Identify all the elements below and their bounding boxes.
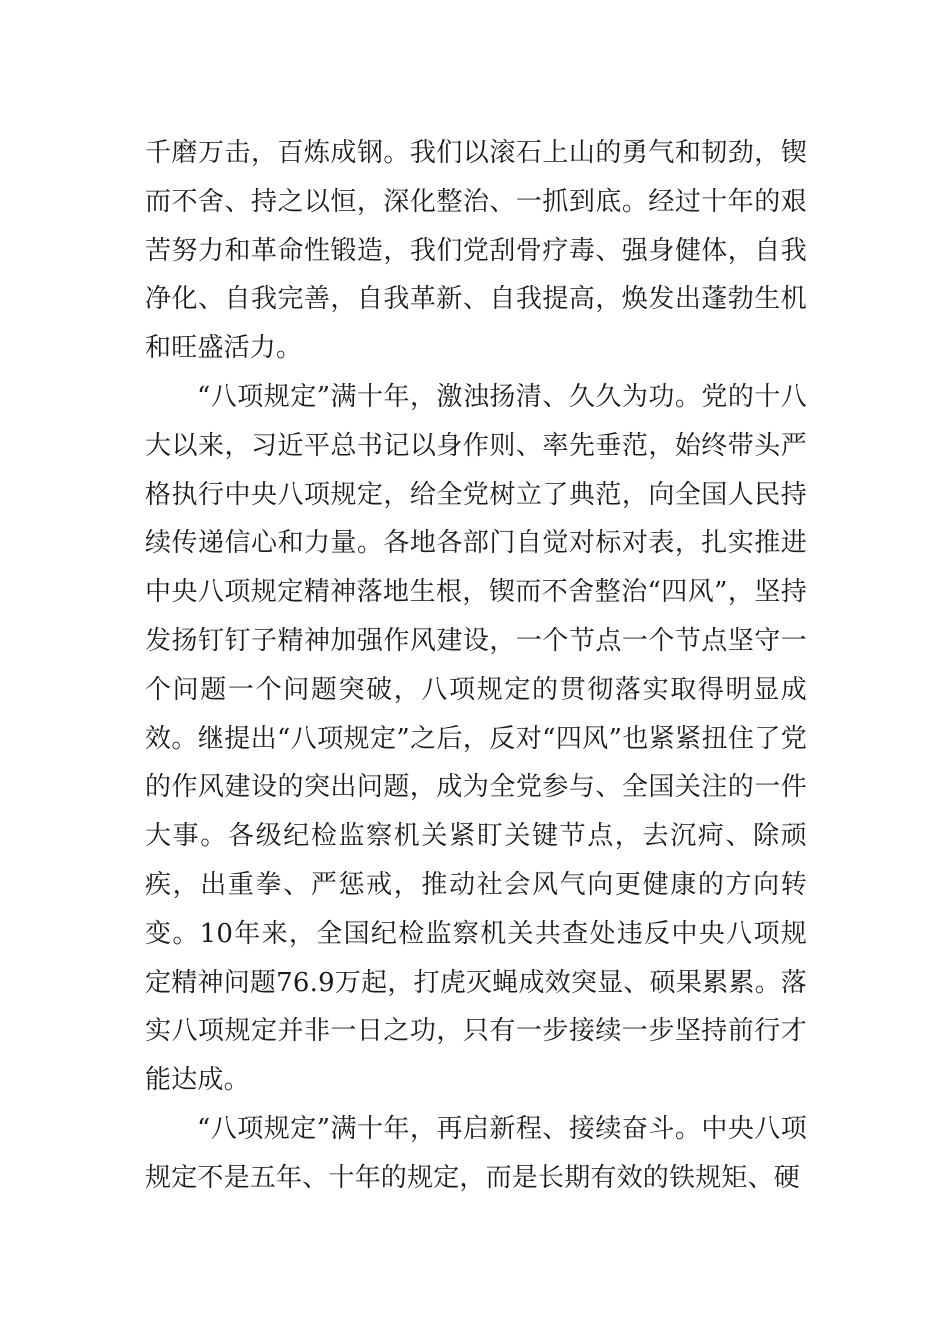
paragraph-3: “八项规定”满十年，再启新程、接续奋斗。中央八项规定不是五年、十年的规定，而是长期有效的铁规矩、硬	[145, 1113, 807, 1193]
body-text	[145, 129, 807, 1203]
paragraph-1: 千磨万击，百炼成钢。我们以滚石上山的勇气和韧劲，锲而不舍、持之以恒，深化整治、一抓到底。经过十年的艰苦努力和革命性锻造，我们党刮骨疗毒、强身健体，自我净化、自我完善，自我革新、自我提高，焕发出蓬勃生机和旺盛活力。	[145, 138, 807, 364]
paragraph-2: “八项规定”满十年，激浊扬清、久久为功。党的十八大以来，习近平总书记以身作则、率先垂范，始终带头严格执行中央八项规定，给全党树立了典范，向全国人民持续传递信心和力量。各地各部门自觉对标对表，扎实推进中央八项规定精神落地生根，锲而不舍整治“四风”，坚持发扬钉钉子精神加强作风建设，一个节点一个节点坚守一个问题一个问题突破，八项规定的贯彻落实取得明显成效。继提出“八项规定”之后，反对“四风”也紧紧扭住了党的作风建设的突出问题，成为全党参与、全国关注的一件大事。各级纪检监察机关紧盯关键节点，去沉疴、除顽疾，出重拳、严惩戒，推动社会风气向更健康的方向转变。10年来，全国纪检监察机关共查处违反中央八项规定精神问题76.9万起，打虎灭蝇成效突显、硕果累累。落实八项规定并非一日之功，只有一步接续一步坚持前行才能达成。	[145, 381, 807, 1096]
